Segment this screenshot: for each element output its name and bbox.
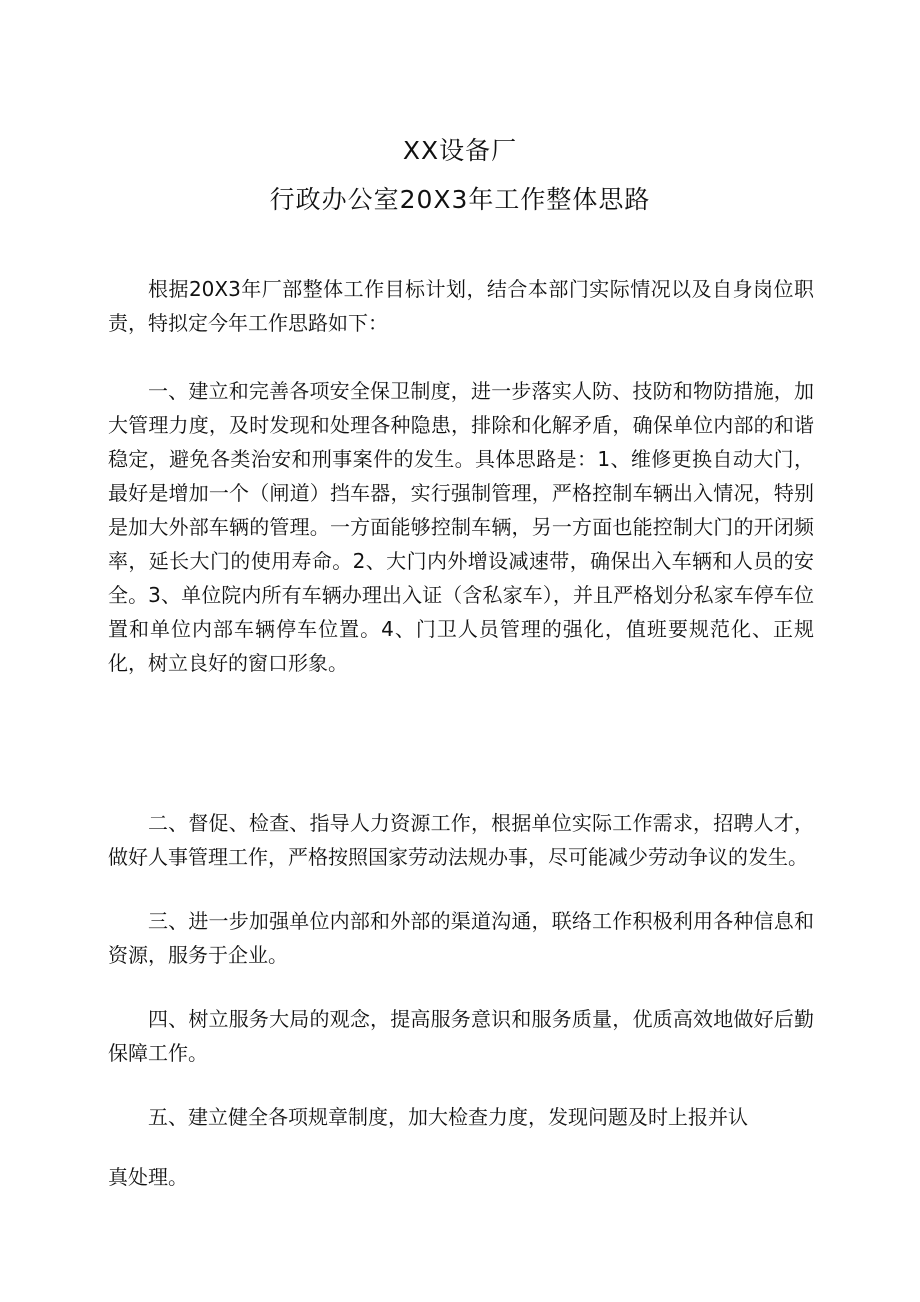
document-title-main: 行政办公室20X3年工作整体思路 [269, 185, 651, 214]
paragraph-section-4: 四、树立服务大局的观念，提高服务意识和服务质量，优质高效地做好后勤保障工作。 [108, 1007, 814, 1065]
paragraph-intro: 根据20X3年厂部整体工作目标计划，结合本部门实际情况以及自身岗位职责，特拟定今年工作思路如下： [108, 277, 814, 335]
paragraph-section-1: 一、建立和完善各项安全保卫制度，进一步落实人防、技防和物防措施，加大管理力度，及时发现和处理各种隐患，排除和化解矛盾，确保单位内部的和谐稳定，避免各类治安和刑事案件的发生。具体思路是：1、维修更换自动大门，最好是增加一个（闸道）挡车器，实行强制管理，严格控制车辆出入情况，特别是加大外部车辆的管理。一方面能够控制车辆，另一方面也能控制大门的开闭频率，延长大门的使用寿命。2、大门内外增设减速带，确保出入车辆和人员的安全。3、单位院内所有车辆办理出入证（含私家车），并且严格划分私家车停车位置和单位内部车辆停车位置。4、门卫人员管理的强化，值班要规范化、正规化，树立良好的窗口形象。 [108, 379, 814, 675]
paragraph-section-2: 二、督促、检查、指导人力资源工作，根据单位实际工作需求，招聘人才，做好人事管理工作，严格按照国家劳动法规办事，尽可能减少劳动争议的发生。 [108, 811, 814, 869]
document-title-company: XX设备厂 [402, 136, 518, 165]
paragraph-section-5: 五、建立健全各项规章制度，加大检查力度，发现问题及时上报并认 [148, 1105, 748, 1129]
paragraph-section-5-continuation: 真处理。 [108, 1165, 188, 1189]
paragraph-section-3: 三、进一步加强单位内部和外部的渠道沟通，联络工作积极利用各种信息和资源，服务于企业。 [108, 909, 814, 967]
